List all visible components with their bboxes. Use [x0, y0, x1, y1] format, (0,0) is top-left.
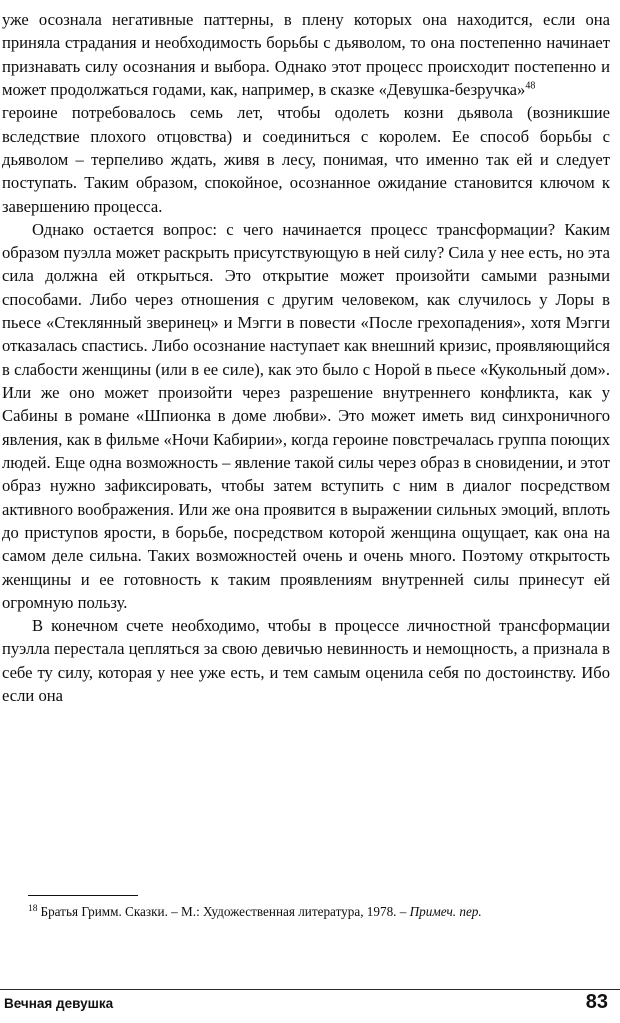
paragraph-conclusion: В конечном счете необходимо, чтобы в процессе личностной трансформации пуэлла перестала цепляться за свою девичью невинность и немощность, а признала в себе ту силу, которая у нее уже есть, и тем самым оценила себя по достоинству. Ибо если она — [2, 616, 610, 706]
paragraph-text: уже осознала негативные паттерны, в плену которых она находится, если она приняла страдания и необходимость борьбы с дьяволом, то она постепенно начинает признавать силу осознания и выбора. Однако этот процесс происходит постепенно и может продолжаться годами, как, например, в сказке «Девушка-безручка» — [2, 10, 610, 99]
paragraph-continuation-2: героине потребовалось семь лет, чтобы одолеть козни дьявола (возникшие вследствие плохого отцовства) и соединиться с королем. Ее способ борьбы с дьяволом – терпеливо ждать, живя в лесу, понимая, что именно так ей и следует поступать. Таким образом, спокойное, осознанное ожидание становится ключом к завершению процесса. — [2, 103, 610, 216]
footnote-body: Братья Гримм. Сказки. – М.: Художественная литература, 1978. – — [40, 904, 410, 919]
footer-separator — [0, 989, 620, 990]
footnote-area — [28, 895, 606, 921]
footnote-italic-note: Примеч. пер. — [409, 904, 482, 919]
footnote-number: 18 — [28, 903, 38, 914]
running-title: Вечная девушка — [4, 996, 114, 1011]
paragraph-continuation — [2, 8, 610, 101]
footnote-entry — [28, 903, 606, 921]
footnote-separator — [28, 895, 138, 896]
footnote-reference: 48 — [525, 80, 536, 92]
paragraph-transformation-question: Однако остается вопрос: с чего начинается процесс трансформации? Каким образом пуэлла может раскрыть присутствующую в ней силу? Сила у нее есть, но эта сила должна ей открыться. Это открытие может произойти самыми разными способами. Либо через отношения с другим человеком, как случилось у Лоры в пьесе «Стеклянный зверинец» и Мэгги в повести «После грехопадения», хотя Мэгги отказалась спастись. Либо осознание наступает как внешний кризис, проявляющийся в слабости женщины (или в ее силе), как это было с Норой в пьесе «Кукольный дом». Или же оно может произойти через разрешение внутреннего конфликта, как у Сабины в романе «Шпионка в доме любви». Это может иметь вид синхроничного явления, как в фильме «Ночи Кабирии», когда героине повстречалась группа поющих людей. Еще одна возможность – явление такой силы через образ в сновидении, и этот образ нужно зафиксировать, чтобы затем вступить с ним в диалог посредством активного воображения. Или же она проявится в выражении сильных эмоций, вплоть до приступов ярости, в борьбе, посредством которой женщина ощущает, как она на самом деле сильна. Таких возможностей очень и очень много. Поэтому открытость женщины и ее готовность к таким проявлениям внутренней силы принесут ей огромную пользу. — [2, 219, 610, 612]
page-number: 83 — [585, 991, 608, 1013]
page-footer — [0, 989, 620, 1023]
page-body — [2, 8, 610, 707]
